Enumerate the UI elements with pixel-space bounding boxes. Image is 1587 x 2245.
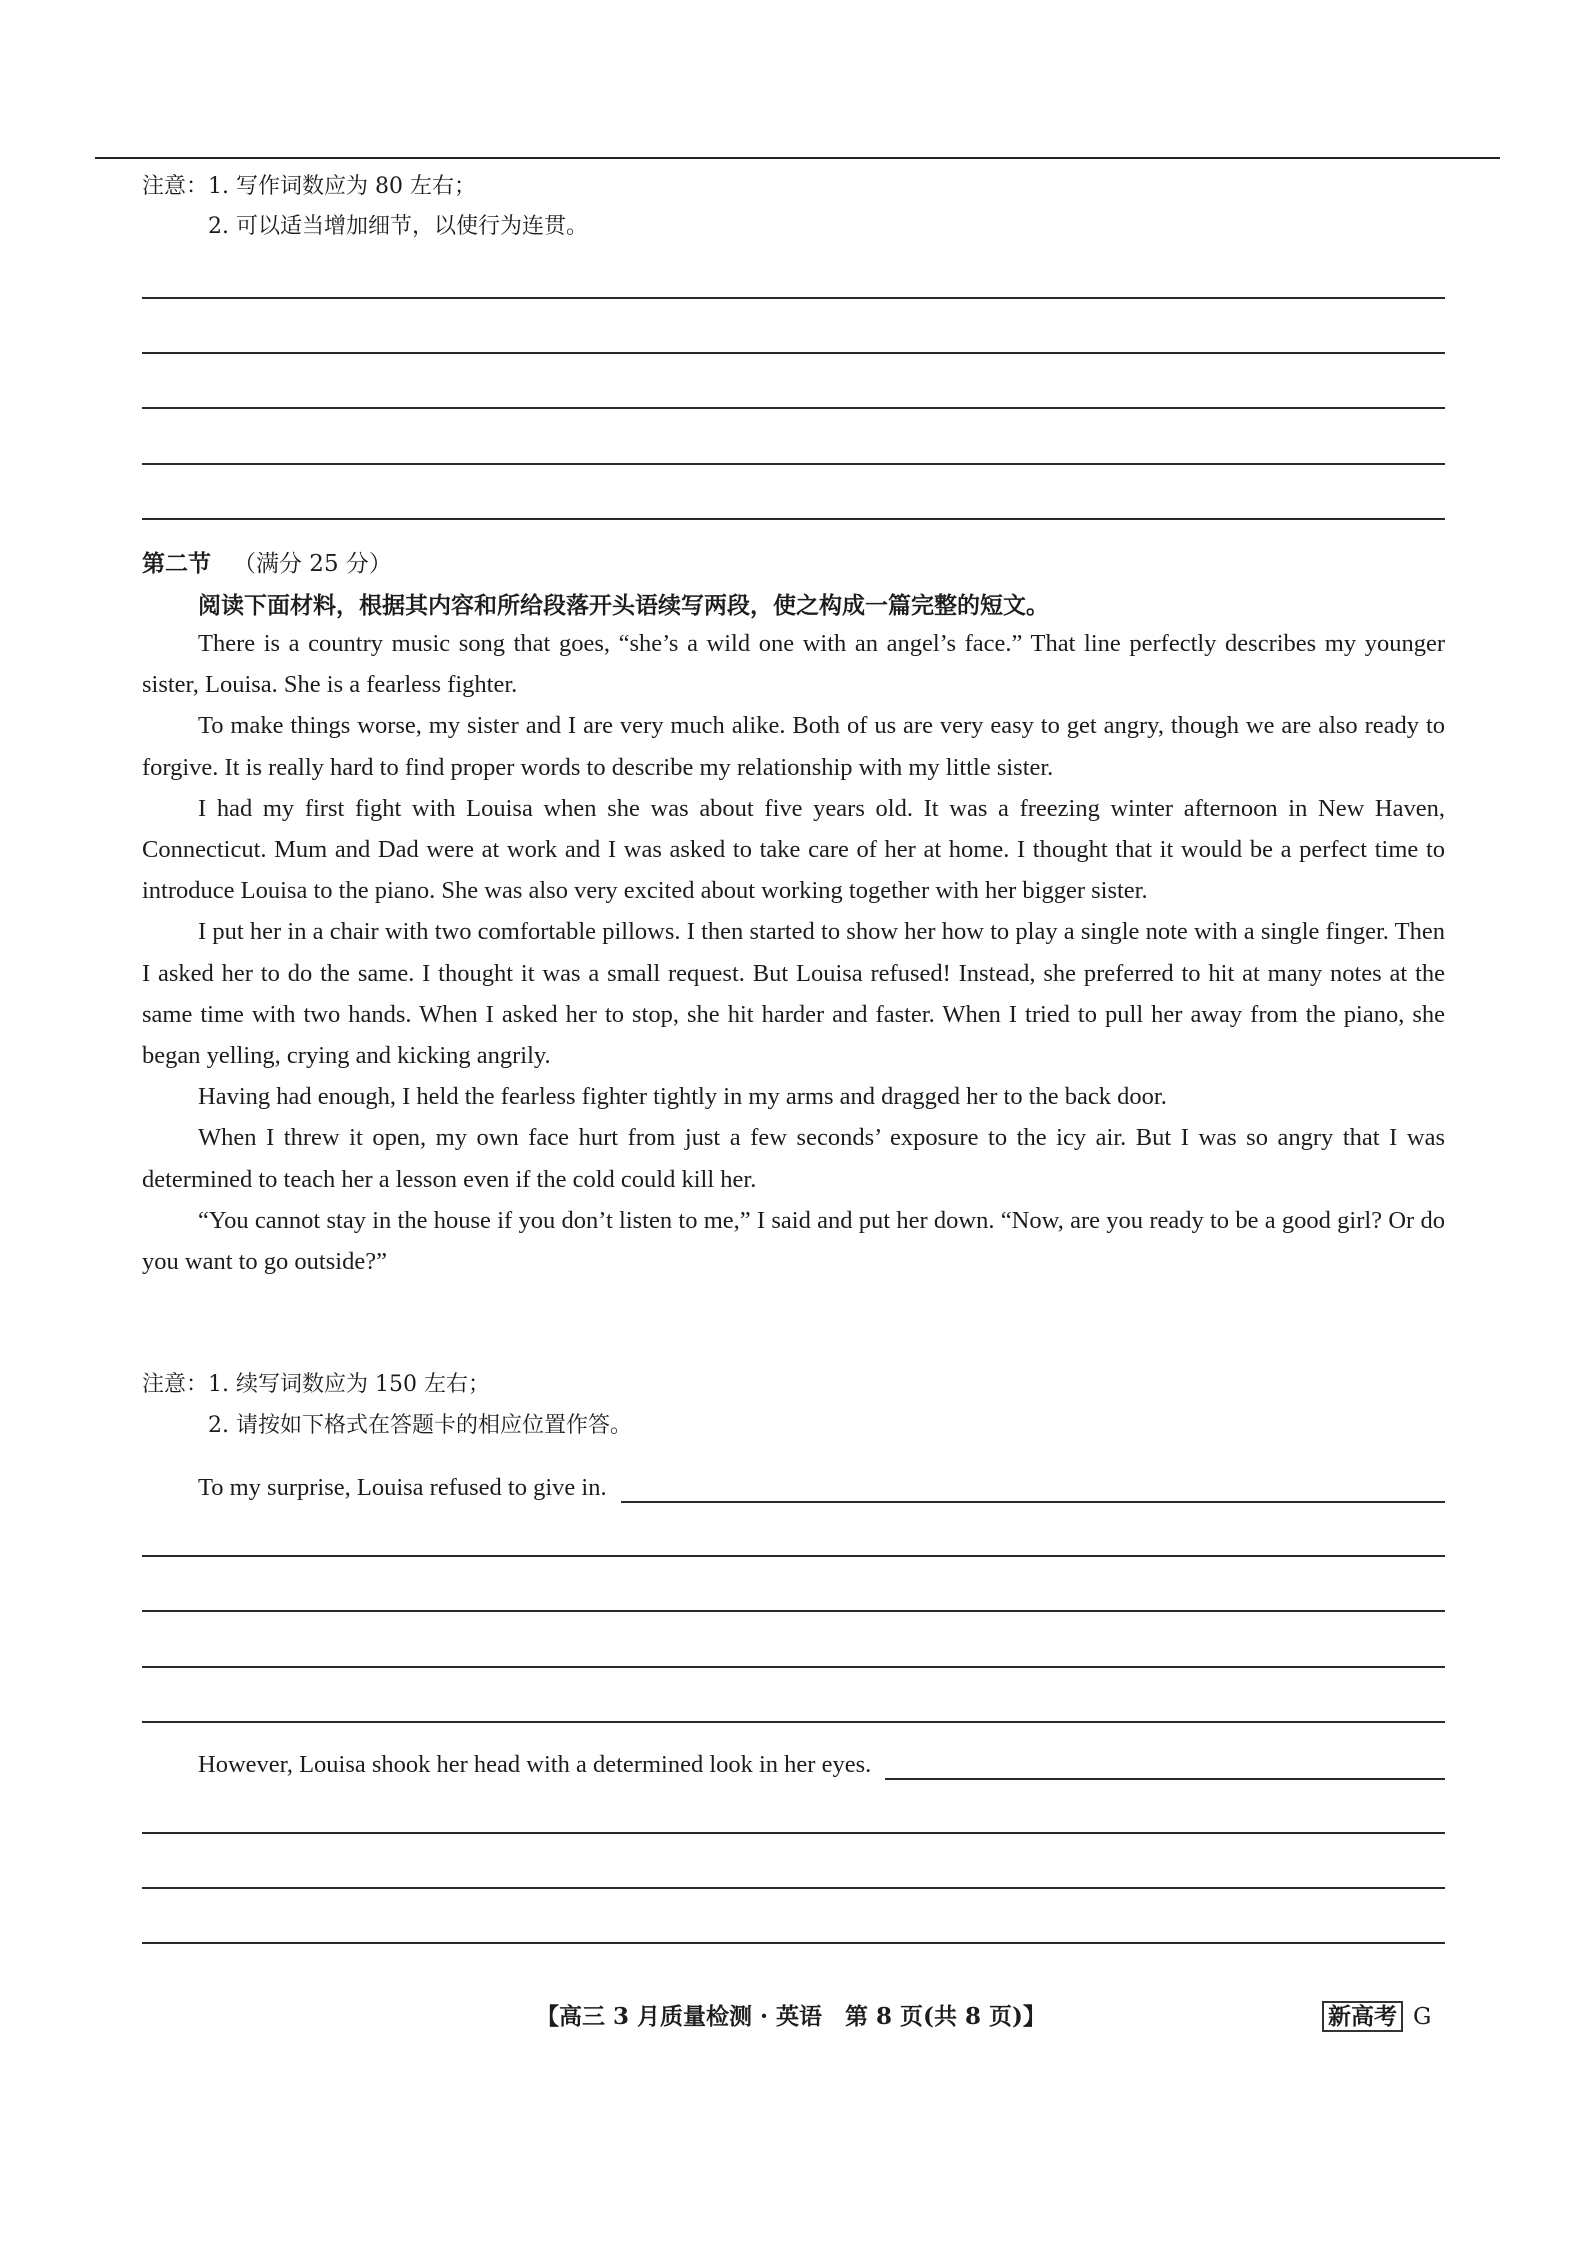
section-heading bbox=[142, 545, 392, 578]
edition-badge: 新高考 bbox=[1322, 2001, 1403, 2032]
answer-line[interactable] bbox=[142, 1942, 1445, 1944]
answer-line bbox=[142, 297, 1445, 299]
section-points: （满分 25 分） bbox=[233, 551, 392, 577]
header-rule bbox=[95, 157, 1500, 159]
answer-line[interactable] bbox=[142, 1666, 1445, 1668]
continuation-note-2: 2. 请按如下格式在答题卡的相应位置作答。 bbox=[208, 1413, 632, 1438]
writing-note-1: 注意：1. 写作词数应为 80 左右； bbox=[142, 174, 476, 199]
reading-passage bbox=[142, 623, 1445, 1282]
answer-line bbox=[142, 518, 1445, 520]
answer-line[interactable] bbox=[142, 1610, 1445, 1612]
continuation-note-1: 注意：1. 续写词数应为 150 左右； bbox=[142, 1372, 490, 1397]
footer-edition bbox=[1322, 1998, 1431, 2031]
prompt-text-2: However, Louisa shook her head with a determined look in her eyes. bbox=[198, 1751, 872, 1778]
answer-line bbox=[142, 407, 1445, 409]
footer-title: 【高三 3 月质量检测 · 英语 第 8 页(共 8 页)】 bbox=[536, 2003, 1046, 2030]
answer-line[interactable] bbox=[142, 1721, 1445, 1723]
passage-paragraph: Having had enough, I held the fearless fighter tightly in my arms and dragged her to the back door. bbox=[198, 1083, 1167, 1111]
writing-note-2: 2. 可以适当增加细节，以使行为连贯。 bbox=[208, 214, 588, 239]
answer-line[interactable] bbox=[142, 1832, 1445, 1834]
passage-paragraph: I put her in a chair with two comfortable pillows. I then started to show her how to play a single note with a single finger. Then I asked her to do the same. I thought it was a small request. But Louisa refused! Instead, she preferred to hit at many notes at the same time with two hands. When I asked her to stop, she hit harder and faster. When I tried to pull her away from the piano, she began yelling, crying and kicking angrily. bbox=[142, 918, 1445, 1070]
continuation-prompt-2 bbox=[142, 1740, 1445, 1780]
answer-blank[interactable] bbox=[885, 1750, 1445, 1780]
prompt-text-1: To my surprise, Louisa refused to give in. bbox=[198, 1474, 607, 1501]
passage-paragraph: There is a country music song that goes, “she’s a wild one with an angel’s face.” That line perfectly describes my younger sister, Louisa. She is a fearless fighter. bbox=[142, 630, 1445, 699]
answer-line bbox=[142, 352, 1445, 354]
answer-line[interactable] bbox=[142, 1887, 1445, 1889]
edition-letter: G bbox=[1413, 2004, 1432, 2030]
continuation-prompt-1 bbox=[142, 1463, 1445, 1503]
passage-paragraph: To make things worse, my sister and I are very much alike. Both of us are very easy to get angry, though we are also ready to forgive. It is really hard to find proper words to describe my relationship with my little sister. bbox=[142, 712, 1445, 781]
section-instruction: 阅读下面材料，根据其内容和所给段落开头语续写两段，使之构成一篇完整的短文。 bbox=[198, 592, 1049, 619]
section-title: 第二节 bbox=[142, 550, 211, 577]
passage-paragraph: When I threw it open, my own face hurt from just a few seconds’ exposure to the icy air. But I was so angry that I was determined to teach her a lesson even if the cold could kill her. bbox=[142, 1124, 1445, 1193]
answer-blank[interactable] bbox=[621, 1473, 1445, 1503]
passage-paragraph: “You cannot stay in the house if you don’t listen to me,” I said and put her down. “Now, are you ready to be a good girl? Or do you want to go outside?” bbox=[142, 1206, 1445, 1276]
answer-line[interactable] bbox=[142, 1555, 1445, 1557]
answer-line bbox=[142, 463, 1445, 465]
passage-paragraph: I had my first fight with Louisa when she was about five years old. It was a freezing winter afternoon in New Haven, Connecticut. Mum and Dad were at work and I was asked to take care of her at home. I thought that it would be a perfect time to introduce Louisa to the piano. She was also very excited about working together with her bigger sister. bbox=[142, 794, 1445, 905]
